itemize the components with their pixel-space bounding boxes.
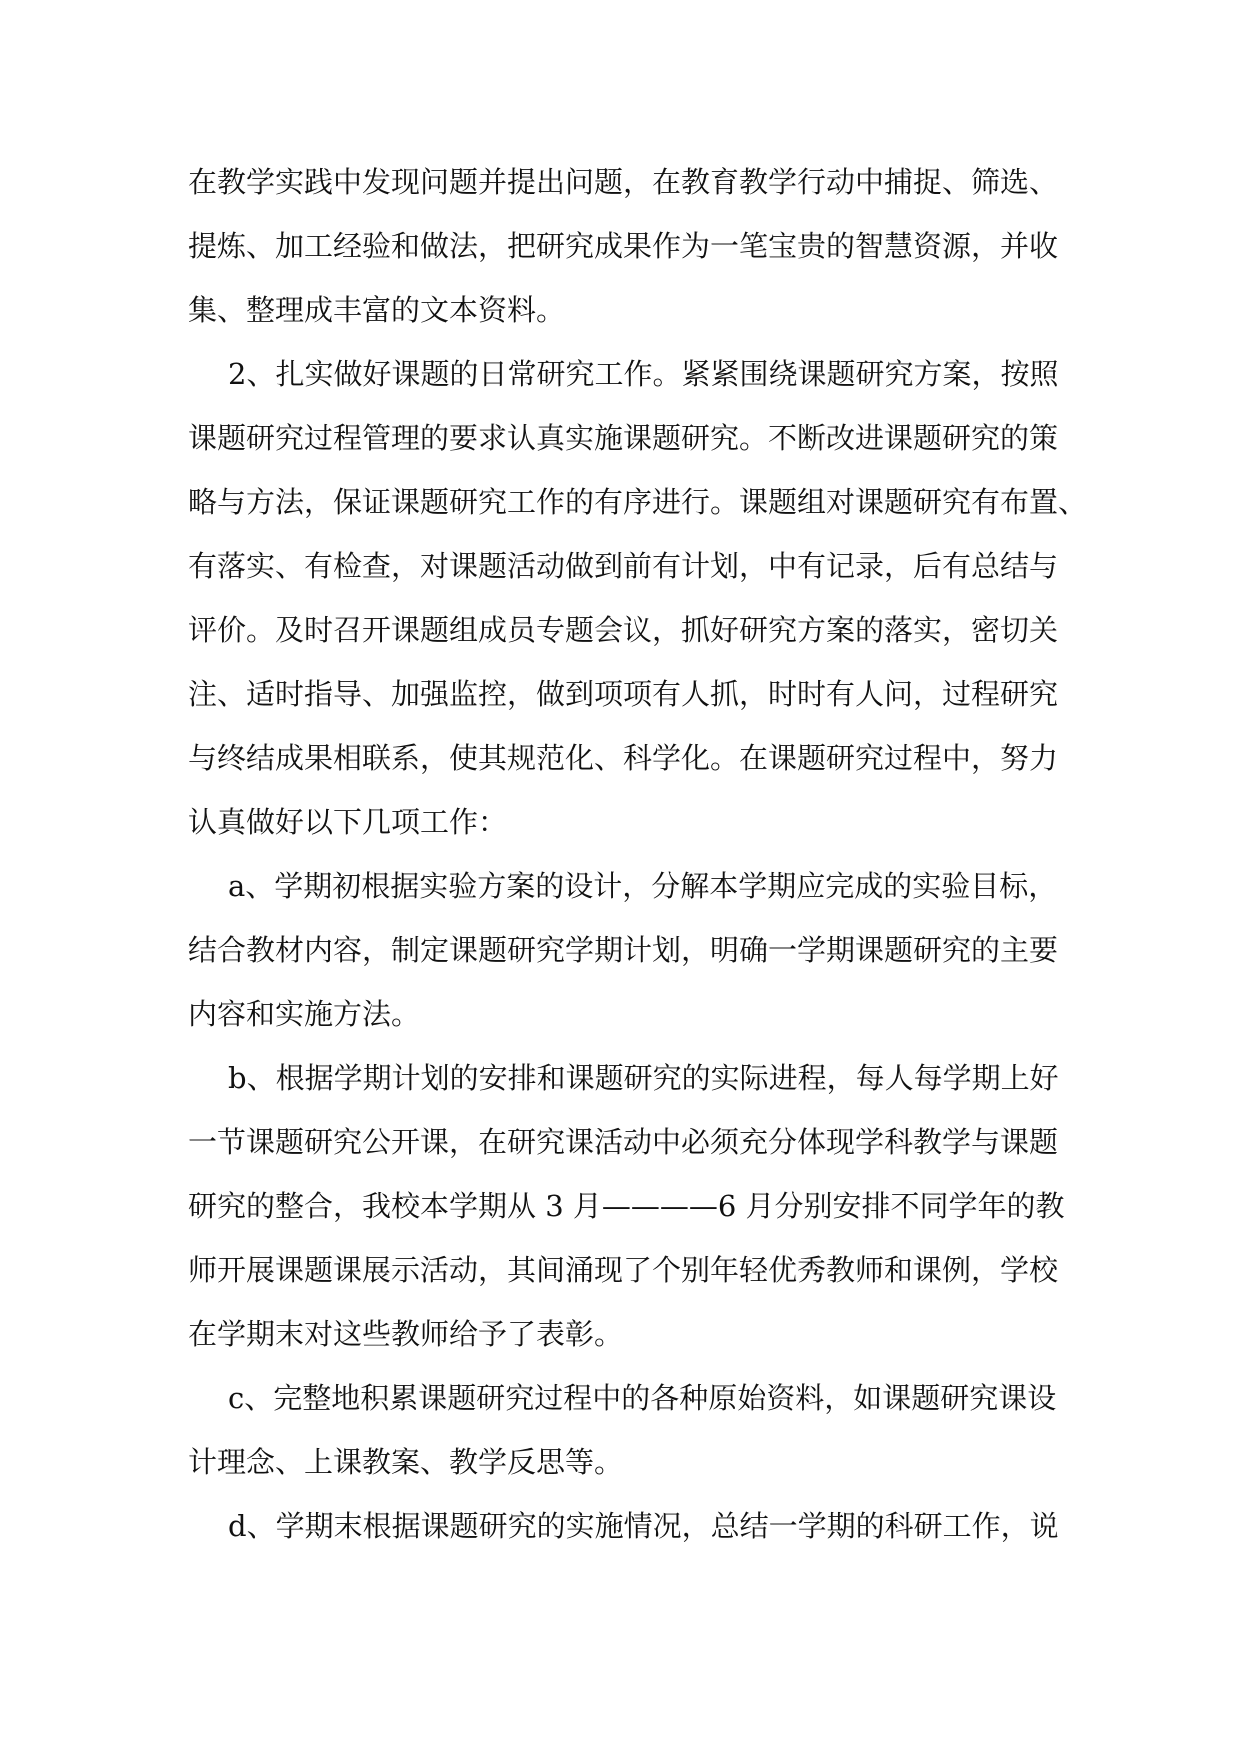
text-line: 认真做好以下几项工作： xyxy=(188,805,508,839)
text-line: b、根据学期计划的安排和课题研究的实际进程，每人每学期上好 xyxy=(228,1061,1059,1095)
text-line: 课题研究过程管理的要求认真实施课题研究。不断改进课题研究的策 xyxy=(188,421,1059,455)
text-line: a、学期初根据实验方案的设计，分解本学期应完成的实验目标， xyxy=(228,869,1058,903)
text-line: 一节课题研究公开课，在研究课活动中必须充分体现学科教学与课题 xyxy=(188,1125,1059,1159)
text-line: d、学期末根据课题研究的实施情况，总结一学期的科研工作，说 xyxy=(228,1509,1059,1543)
text-line: 在学期末对这些教师给予了表彰。 xyxy=(188,1317,624,1351)
text-line: 计理念、上课教案、教学反思等。 xyxy=(188,1445,624,1479)
text-line: 提炼、加工经验和做法，把研究成果作为一笔宝贵的智慧资源，并收 xyxy=(188,229,1059,263)
text-line: 结合教材内容，制定课题研究学期计划，明确一学期课题研究的主要 xyxy=(188,933,1059,967)
text-line: 评价。及时召开课题组成员专题会议，抓好研究方案的落实，密切关 xyxy=(188,613,1059,647)
text-line: 与终结成果相联系，使其规范化、科学化。在课题研究过程中，努力 xyxy=(188,741,1059,775)
text-line: 注、适时指导、加强监控，做到项项有人抓，时时有人问，过程研究 xyxy=(188,677,1059,711)
text-line: 有落实、有检查，对课题活动做到前有计划，中有记录，后有总结与 xyxy=(188,549,1059,583)
document-body xyxy=(188,150,1088,1558)
text-line: c、完整地积累课题研究过程中的各种原始资料，如课题研究课设 xyxy=(228,1381,1057,1415)
text-line: 师开展课题课展示活动，其间涌现了个别年轻优秀教师和课例，学校 xyxy=(188,1253,1059,1287)
text-line: 略与方法，保证课题研究工作的有序进行。课题组对课题研究有布置、 xyxy=(188,485,1088,519)
text-line: 2、扎实做好课题的日常研究工作。紧紧围绕课题研究方案，按照 xyxy=(228,357,1059,391)
text-line: 研究的整合，我校本学期从 3 月————6 月分别安排不同学年的教 xyxy=(188,1189,1065,1223)
text-line: 内容和实施方法。 xyxy=(188,997,421,1031)
text-line: 集、整理成丰富的文本资料。 xyxy=(188,293,566,327)
text-line: 在教学实践中发现问题并提出问题，在教育教学行动中捕捉、筛选、 xyxy=(188,165,1059,199)
